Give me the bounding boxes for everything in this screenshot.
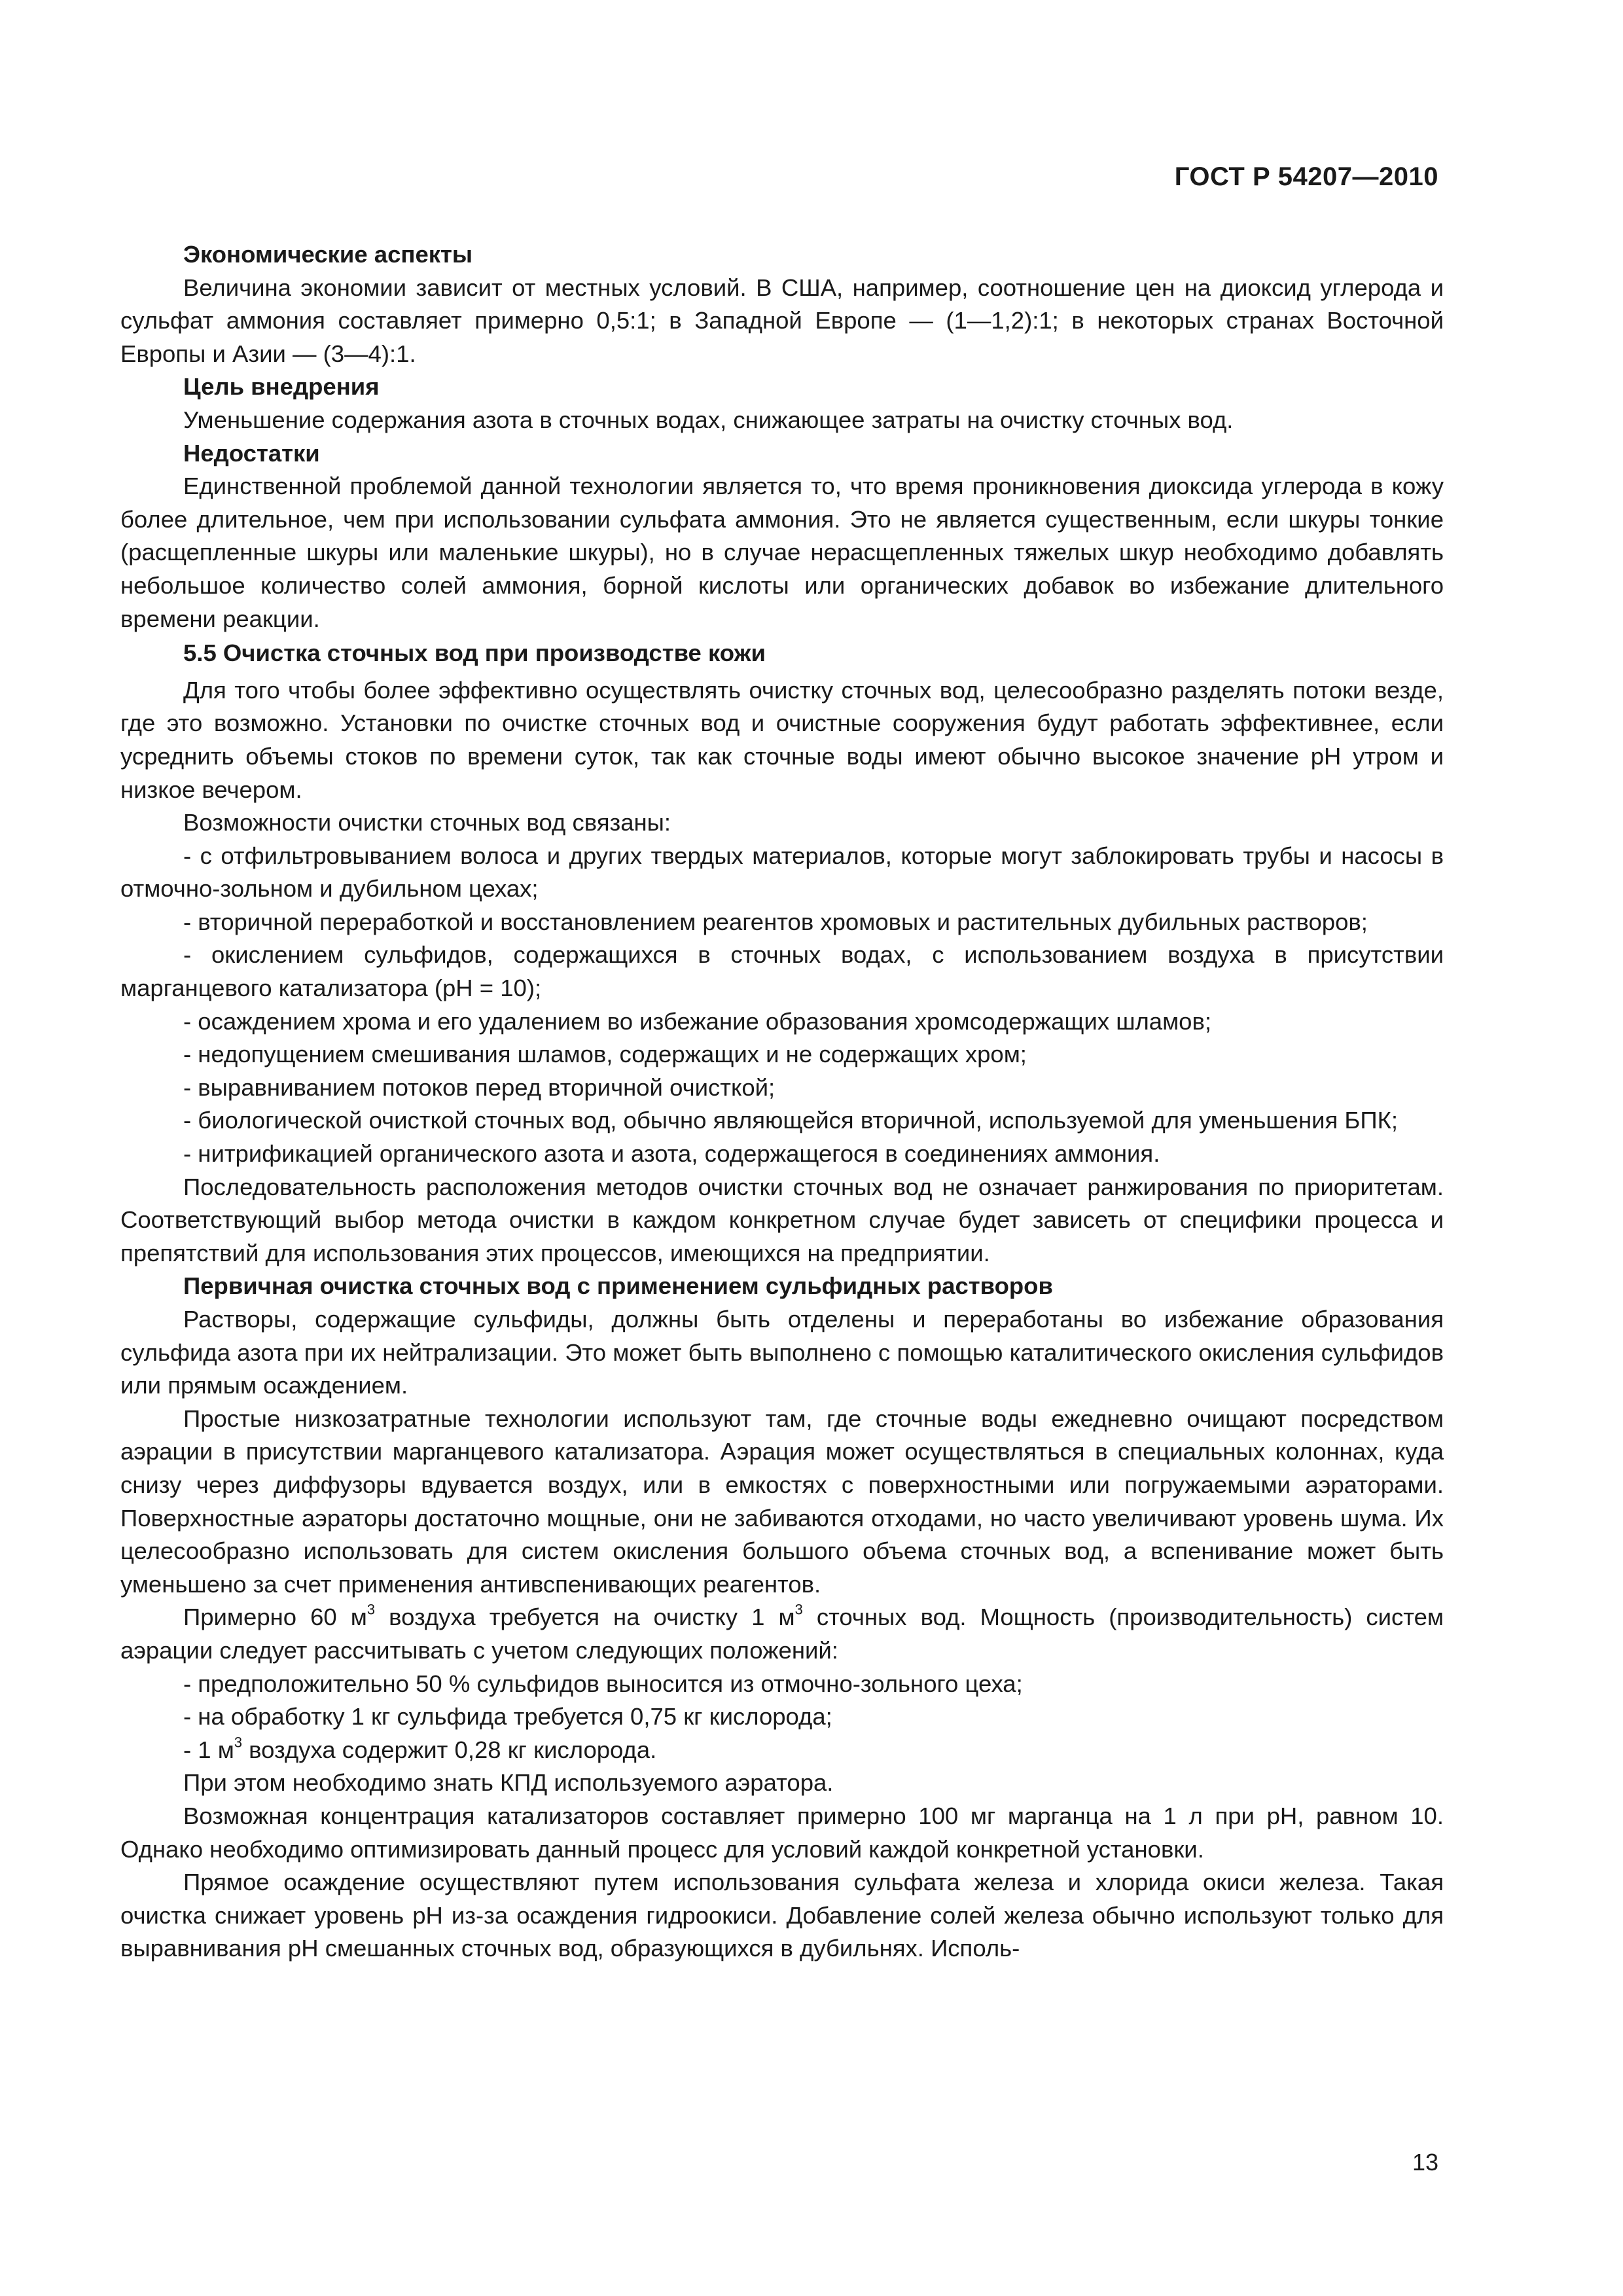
- list-item: - недопущением смешивания шламов, содержащих и не содержащих хром;: [183, 1041, 1027, 1068]
- paragraph: Растворы, содержащие сульфиды, должны быть отделены и переработаны во избежание образования сульфида азота при их нейтрализации. Это может быть выполнено с помощью каталитического окисления сульфидов или прямым осаждением.: [120, 1306, 1444, 1399]
- section-heading-5-5: 5.5 Очистка сточных вод при производстве кожи: [183, 639, 766, 667]
- paragraph-with-superscript: [120, 1601, 1444, 1667]
- superscript: 3: [234, 1734, 243, 1751]
- list-item: - окислением сульфидов, содержащихся в сточных водах, с использованием воздуха в присутствии марганцевого катализатора (рН = 10);: [120, 941, 1444, 1002]
- superscript: 3: [366, 1601, 376, 1618]
- heading-primary-treatment: Первичная очистка сточных вод с применением сульфидных растворов: [183, 1272, 1053, 1300]
- paragraph: Уменьшение содержания азота в сточных водах, снижающее затраты на очистку сточных вод.: [183, 406, 1234, 433]
- paragraph: Прямое осаждение осуществляют путем использования сульфата железа и хлорида окиси железа. Такая очистка снижает уровень рН из-за осаждения гидроокиси. Добавление солей железа обычно используют только для выравнивания рН смешанных сточных вод, образующихся в дубильнях. Исполь-: [120, 1869, 1444, 1962]
- text-run: - 1 м: [183, 1736, 234, 1763]
- list-item: - с отфильтровыванием волоса и других твердых материалов, которые могут заблокировать трубы и насосы в отмочно-зольном и дубильном цехах;: [120, 842, 1444, 903]
- list-item: - на обработку 1 кг сульфида требуется 0,75 кг кислорода;: [183, 1703, 832, 1731]
- page-number: 13: [1412, 2149, 1438, 2176]
- paragraph: Для того чтобы более эффективно осуществлять очистку сточных вод, целесообразно разделять потоки везде, где это возможно. Установки по очистке сточных вод и очистные сооружения будут работать эффективнее, если усреднить объемы стоков по времени суток, так как сточные воды имеют обычно высокое значение рН утром и низкое вечером.: [120, 676, 1444, 803]
- list-item: - вторичной переработкой и восстановлением реагентов хромовых и растительных дубильных растворов;: [183, 908, 1368, 935]
- list-item-with-superscript: [120, 1734, 1444, 1767]
- text-run: Примерно 60 м: [183, 1604, 367, 1631]
- document-code: ГОСТ Р 54207—2010: [1174, 162, 1438, 191]
- paragraph: Возможности очистки сточных вод связаны:: [183, 809, 671, 836]
- heading-economic-aspects: Экономические аспекты: [183, 241, 473, 268]
- superscript: 3: [794, 1601, 803, 1618]
- paragraph: При этом необходимо знать КПД используемого аэратора.: [183, 1769, 834, 1797]
- text-run: сточных вод. Мощность (производительность) систем аэрации следует рассчитывать с учетом следующих положений:: [120, 1604, 1444, 1664]
- list-item: - предположительно 50 % сульфидов выносится из отмочно-зольного цеха;: [183, 1670, 1023, 1697]
- paragraph: Простые низкозатратные технологии используют там, где сточные воды ежедневно очищают посредством аэрации в присутствии марганцевого катализатора. Аэрация может осуществляться в специальных колоннах, куда снизу через диффузоры вдувается воздух, или в емкостях с поверхностными или погружаемыми аэраторами. Поверхностные аэраторы достаточно мощные, они не забиваются отходами, но часто увеличивают уровень шума. Их целесообразно использовать для систем окисления большого объема сточных вод, а вспенивание может быть уменьшено за счет применения антивспенивающих реагентов.: [120, 1405, 1444, 1598]
- page-content: [120, 238, 1444, 1965]
- paragraph: Последовательность расположения методов очистки сточных вод не означает ранжирования по приоритетам. Соответствующий выбор метода очистки в каждом конкретном случае будет зависеть от специфики процесса и препятствий для использования этих процессов, имеющихся на предприятии.: [120, 1173, 1444, 1266]
- list-item: - выравниванием потоков перед вторичной очисткой;: [183, 1073, 776, 1101]
- text-run: воздуха содержит 0,28 кг кислорода.: [242, 1736, 657, 1763]
- list-item: - осаждением хрома и его удалением во избежание образования хромсодержащих шламов;: [183, 1007, 1212, 1035]
- text-run: воздуха требуется на очистку 1 м: [375, 1604, 795, 1631]
- heading-drawbacks: Недостатки: [183, 439, 320, 467]
- list-item: - биологической очисткой сточных вод, обычно являющейся вторичной, используемой для уменьшения БПК;: [183, 1107, 1398, 1134]
- paragraph: Возможная концентрация катализаторов составляет примерно 100 мг марганца на 1 л при рН, равном 10. Однако необходимо оптимизировать данный процесс для условий каждой конкретной установки.: [120, 1802, 1444, 1863]
- paragraph: Единственной проблемой данной технологии является то, что время проникновения диоксида углерода в кожу более длительное, чем при использовании сульфата аммония. Это не является существенным, если шкуры тонкие (расщепленные шкуры или маленькие шкуры), но в случае нерасщепленных тяжелых шкур необходимо добавлять небольшое количество солей аммония, борной кислоты или органических добавок во избежание длительного времени реакции.: [120, 473, 1444, 632]
- paragraph: Величина экономии зависит от местных условий. В США, например, соотношение цен на диоксид углерода и сульфат аммония составляет примерно 0,5:1; в Западной Европе — (1—1,2):1; в некоторых странах Восточной Европы и Азии — (3—4):1.: [120, 274, 1444, 367]
- heading-implementation-goal: Цель внедрения: [183, 373, 380, 401]
- list-item: - нитрификацией органического азота и азота, содержащегося в соединениях аммония.: [183, 1140, 1160, 1168]
